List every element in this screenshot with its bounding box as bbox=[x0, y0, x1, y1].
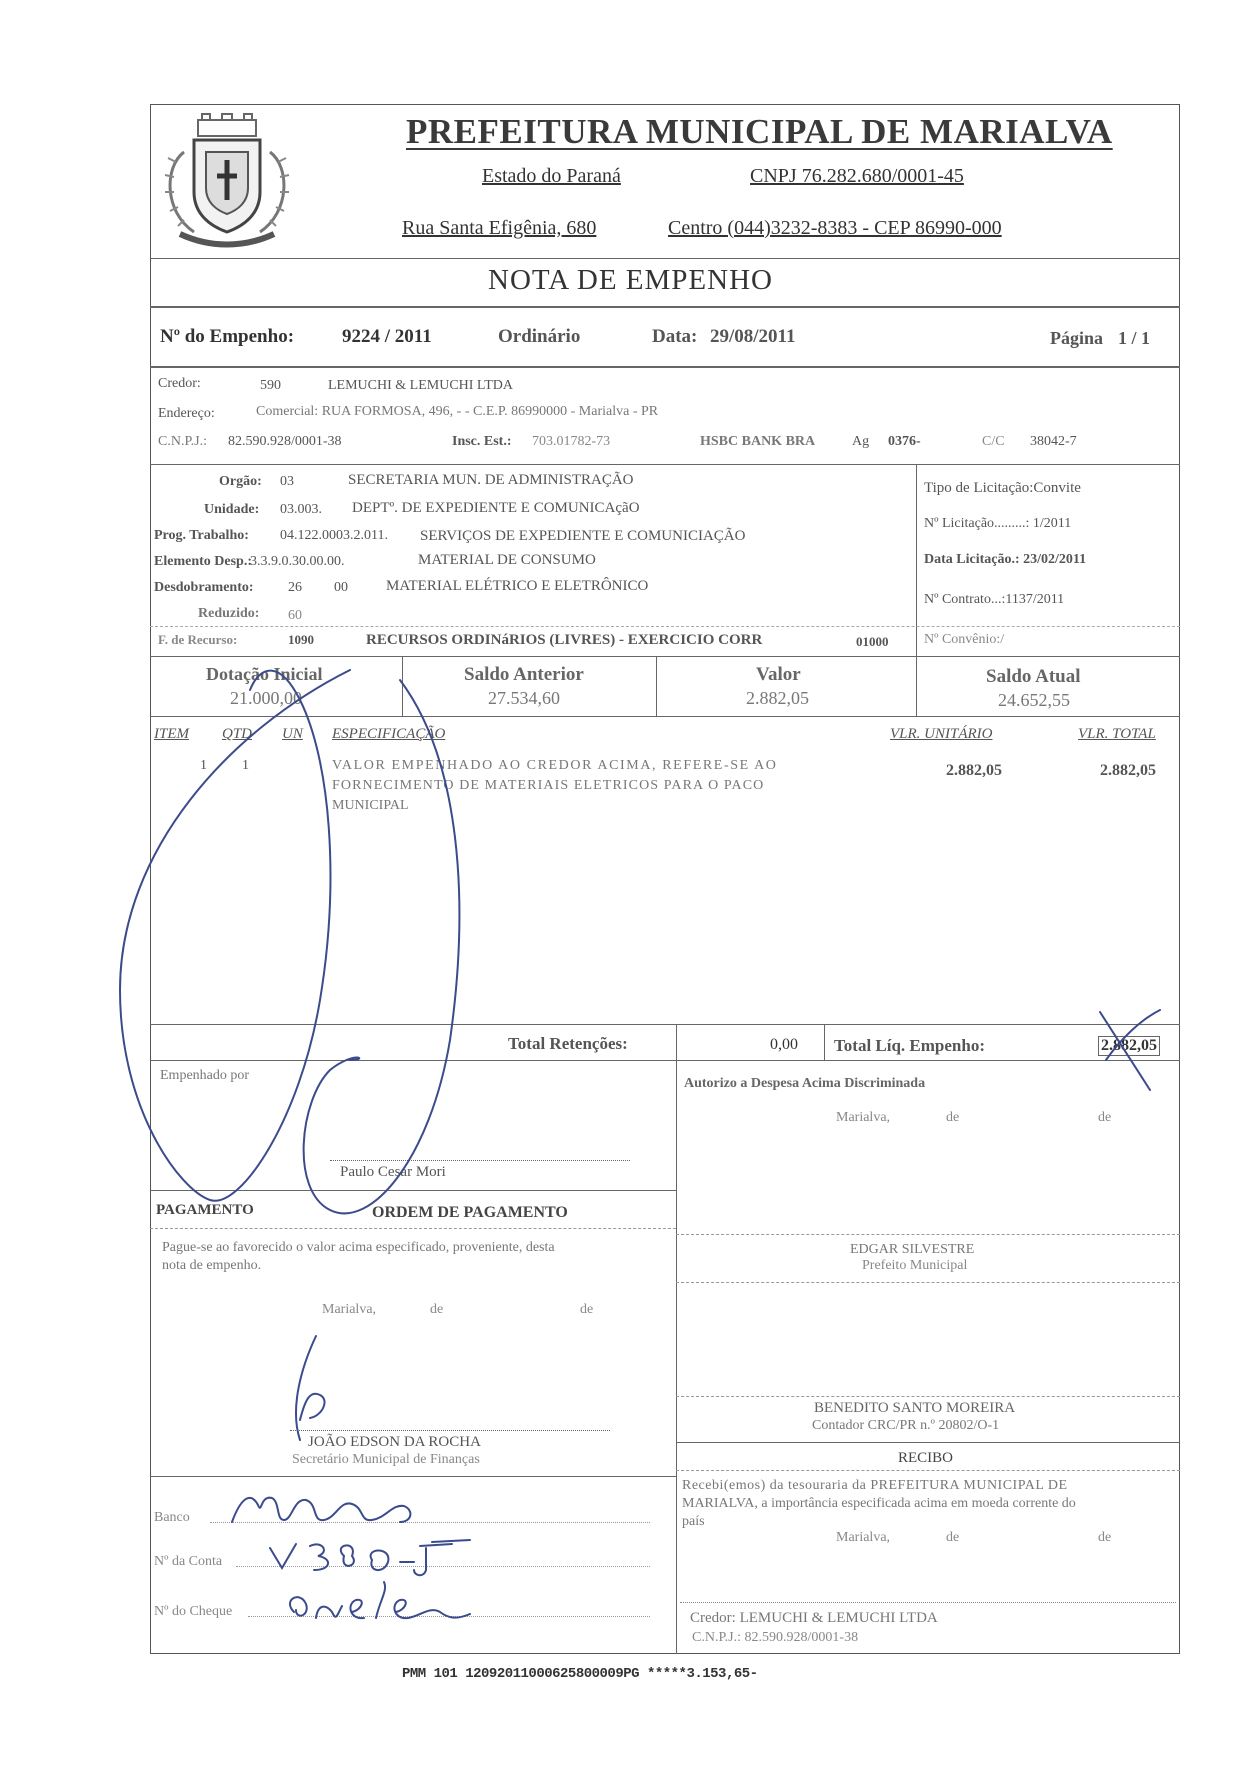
empenho-type: Ordinário bbox=[498, 326, 581, 347]
cnpj-footer: C.N.P.J.: 82.590.928/0001-38 bbox=[692, 1630, 859, 1645]
licitacao-contrato: Nº Contrato...:1137/2011 bbox=[924, 592, 1065, 607]
unidade-label: Unidade: bbox=[204, 502, 260, 517]
empenho-number: 9224 / 2011 bbox=[342, 326, 432, 347]
creditor-cnpj-label: C.N.P.J.: bbox=[158, 434, 208, 449]
creditor-label: Credor: bbox=[158, 376, 201, 391]
licitacao-convenio: Nº Convênio:/ bbox=[924, 632, 1005, 647]
creditor-insc-label: Insc. Est.: bbox=[452, 434, 512, 449]
prog-code: 04.122.0003.2.011. bbox=[280, 528, 388, 543]
retencoes-label: Total Retenções: bbox=[508, 1034, 628, 1053]
empenho-number-label: Nº do Empenho: bbox=[160, 326, 295, 347]
col-header-item: ITEM bbox=[154, 726, 189, 742]
ordem-de: de bbox=[430, 1302, 444, 1317]
row-desc-line: FORNECIMENTO DE MATERIAIS ELETRICOS PARA O PACO bbox=[332, 778, 765, 793]
autorizo-de: de bbox=[946, 1110, 960, 1125]
autorizo-city: Marialva, bbox=[836, 1110, 891, 1125]
header-title: PREFEITURA MUNICIPAL DE MARIALVA bbox=[406, 112, 1113, 151]
row-desc-line: VALOR EMPENHADO AO CREDOR ACIMA, REFERE-SE AO bbox=[332, 758, 778, 773]
conta-label: Nº da Conta bbox=[154, 1554, 223, 1569]
retencoes-value: 0,00 bbox=[770, 1036, 798, 1053]
creditor-address-label: Endereço: bbox=[158, 406, 215, 421]
creditor-agency-label: Ag bbox=[852, 434, 870, 449]
row-item: 1 bbox=[200, 758, 207, 773]
reduzido-value: 60 bbox=[288, 608, 302, 623]
empenho-page: 1 / 1 bbox=[1118, 328, 1151, 348]
doc-title: NOTA DE EMPENHO bbox=[488, 264, 773, 296]
prefeito-role: Prefeito Municipal bbox=[862, 1258, 968, 1273]
row-total-value: 2.882,05 bbox=[1100, 762, 1156, 779]
elemento-label: Elemento Desp.: bbox=[154, 554, 252, 569]
col-header-total: VLR. TOTAL bbox=[1078, 726, 1156, 742]
pagamento-label: PAGAMENTO bbox=[156, 1202, 254, 1218]
recibo-label: RECIBO bbox=[898, 1450, 954, 1466]
orgao-name: SECRETARIA MUN. DE ADMINISTRAÇÃO bbox=[348, 472, 634, 488]
footer-code: PMM 101 12092011000625800009PG *****3.153,65- bbox=[402, 1666, 758, 1682]
empenhado-label: Empenhado por bbox=[160, 1068, 250, 1083]
empenho-page-label: Página bbox=[1050, 328, 1104, 348]
creditor-cnpj: 82.590.928/0001-38 bbox=[228, 434, 342, 449]
empenhado-name: Paulo Cesar Mori bbox=[340, 1164, 446, 1180]
col-header-qtd: QTD bbox=[222, 726, 253, 742]
valor-label: Valor bbox=[756, 664, 801, 685]
autorizo-text: Autorizo a Despesa Acima Discriminada bbox=[684, 1076, 926, 1091]
elemento-code: 3.3.9.0.30.00.00. bbox=[250, 554, 345, 569]
liquido-value: 2.882,05 bbox=[1098, 1036, 1160, 1056]
creditor-insc: 703.01782-73 bbox=[532, 434, 611, 449]
col-header-unit: VLR. UNITÁRIO bbox=[890, 726, 993, 742]
saldo-anterior-value: 27.534,60 bbox=[488, 688, 560, 708]
recibo-de: de bbox=[1098, 1530, 1112, 1545]
licitacao-numero: Nº Licitação.........: 1/2011 bbox=[924, 516, 1072, 531]
recurso-name: RECURSOS ORDINáRIOS (LIVRES) - EXERCICIO CORR bbox=[366, 632, 763, 648]
desdobramento-name: MATERIAL ELÉTRICO E ELETRÔNICO bbox=[386, 578, 649, 594]
prefeito-name: EDGAR SILVESTRE bbox=[850, 1242, 975, 1257]
orgao-label: Orgão: bbox=[219, 474, 262, 489]
desdobramento-code: 26 bbox=[288, 580, 302, 595]
row-qtd: 1 bbox=[242, 758, 249, 773]
ordem-text-line: nota de empenho. bbox=[162, 1258, 262, 1273]
col-header-especificacao: ESPECIFICAÇÃO bbox=[332, 726, 446, 742]
autorizo-de: de bbox=[1098, 1110, 1112, 1125]
row-unit-value: 2.882,05 bbox=[946, 762, 1002, 779]
recurso-label: F. de Recurso: bbox=[158, 632, 238, 647]
creditor-agency: 0376- bbox=[888, 434, 921, 449]
unidade-name: DEPTº. DE EXPEDIENTE E COMUNICAçãO bbox=[352, 500, 640, 516]
unidade-code: 03.003. bbox=[280, 502, 322, 517]
prog-label: Prog. Trabalho: bbox=[154, 528, 249, 543]
header-state: Estado do Paraná bbox=[482, 165, 621, 187]
saldo-atual-value: 24.652,55 bbox=[998, 690, 1070, 710]
licitacao-tipo: Tipo de Licitação:Convite bbox=[924, 480, 1081, 496]
desdobramento-sub: 00 bbox=[334, 580, 348, 595]
creditor-account-label: C/C bbox=[982, 434, 1005, 449]
ordem-label: ORDEM DE PAGAMENTO bbox=[372, 1204, 568, 1221]
creditor-address: Comercial: RUA FORMOSA, 496, - - C.E.P. 86990000 - Marialva - PR bbox=[256, 404, 659, 419]
creditor-code: 590 bbox=[260, 378, 281, 393]
secretario-name: JOÃO EDSON DA ROCHA bbox=[308, 1434, 481, 1450]
valor-value: 2.882,05 bbox=[746, 688, 809, 708]
header-district-phone-cep: Centro (044)3232-8383 - CEP 86990-000 bbox=[668, 217, 1002, 239]
saldo-anterior-label: Saldo Anterior bbox=[464, 664, 584, 685]
recibo-text-line: país bbox=[682, 1514, 705, 1529]
recurso-num: 01000 bbox=[856, 634, 889, 649]
reduzido-label: Reduzido: bbox=[198, 606, 260, 621]
row-desc-line: MUNICIPAL bbox=[332, 798, 409, 813]
contador-role: Contador CRC/PR n.º 20802/O-1 bbox=[812, 1418, 1000, 1433]
creditor-name: LEMUCHI & LEMUCHI LTDA bbox=[328, 378, 513, 393]
dotacao-label: Dotação Inicial bbox=[206, 664, 323, 684]
ordem-de: de bbox=[580, 1302, 594, 1317]
ordem-text-line: Pague-se ao favorecido o valor acima especificado, proveniente, desta bbox=[162, 1240, 555, 1255]
recibo-city: Marialva, bbox=[836, 1530, 891, 1545]
recurso-code: 1090 bbox=[288, 632, 314, 647]
coat-of-arms-icon bbox=[154, 112, 300, 250]
secretario-role: Secretário Municipal de Finanças bbox=[292, 1452, 480, 1467]
recibo-text-line: Recebi(emos) da tesouraria da PREFEITURA MUNICIPAL DE bbox=[682, 1478, 1068, 1493]
recibo-de: de bbox=[946, 1530, 960, 1545]
elemento-name: MATERIAL DE CONSUMO bbox=[418, 552, 596, 568]
ordem-city: Marialva, bbox=[322, 1302, 377, 1317]
desdobramento-label: Desdobramento: bbox=[154, 580, 254, 595]
empenho-date-label: Data: bbox=[652, 326, 698, 347]
header-street: Rua Santa Efigênia, 680 bbox=[402, 217, 597, 239]
orgao-code: 03 bbox=[280, 474, 294, 489]
contador-name: BENEDITO SANTO MOREIRA bbox=[814, 1400, 1016, 1416]
licitacao-data: Data Licitação.: 23/02/2011 bbox=[924, 552, 1087, 567]
creditor-bank: HSBC BANK BRA bbox=[700, 434, 816, 449]
dotacao-value: 21.000,00 bbox=[230, 688, 302, 708]
empenho-date: 29/08/2011 bbox=[710, 326, 796, 347]
credor-footer: Credor: LEMUCHI & LEMUCHI LTDA bbox=[690, 1610, 938, 1626]
liquido-label: Total Líq. Empenho: bbox=[834, 1036, 985, 1055]
banco-label: Banco bbox=[154, 1510, 190, 1525]
col-header-un: UN bbox=[282, 726, 303, 742]
cheque-label: Nº do Cheque bbox=[154, 1604, 233, 1619]
prog-name: SERVIÇOS DE EXPEDIENTE E COMUNICIAÇÃO bbox=[420, 528, 746, 544]
creditor-account: 38042-7 bbox=[1030, 434, 1077, 449]
saldo-atual-label: Saldo Atual bbox=[986, 666, 1081, 687]
recibo-text-line: MARIALVA, a importância especificada acima em moeda corrente do bbox=[682, 1496, 1076, 1511]
header-cnpj: CNPJ 76.282.680/0001-45 bbox=[750, 165, 964, 187]
